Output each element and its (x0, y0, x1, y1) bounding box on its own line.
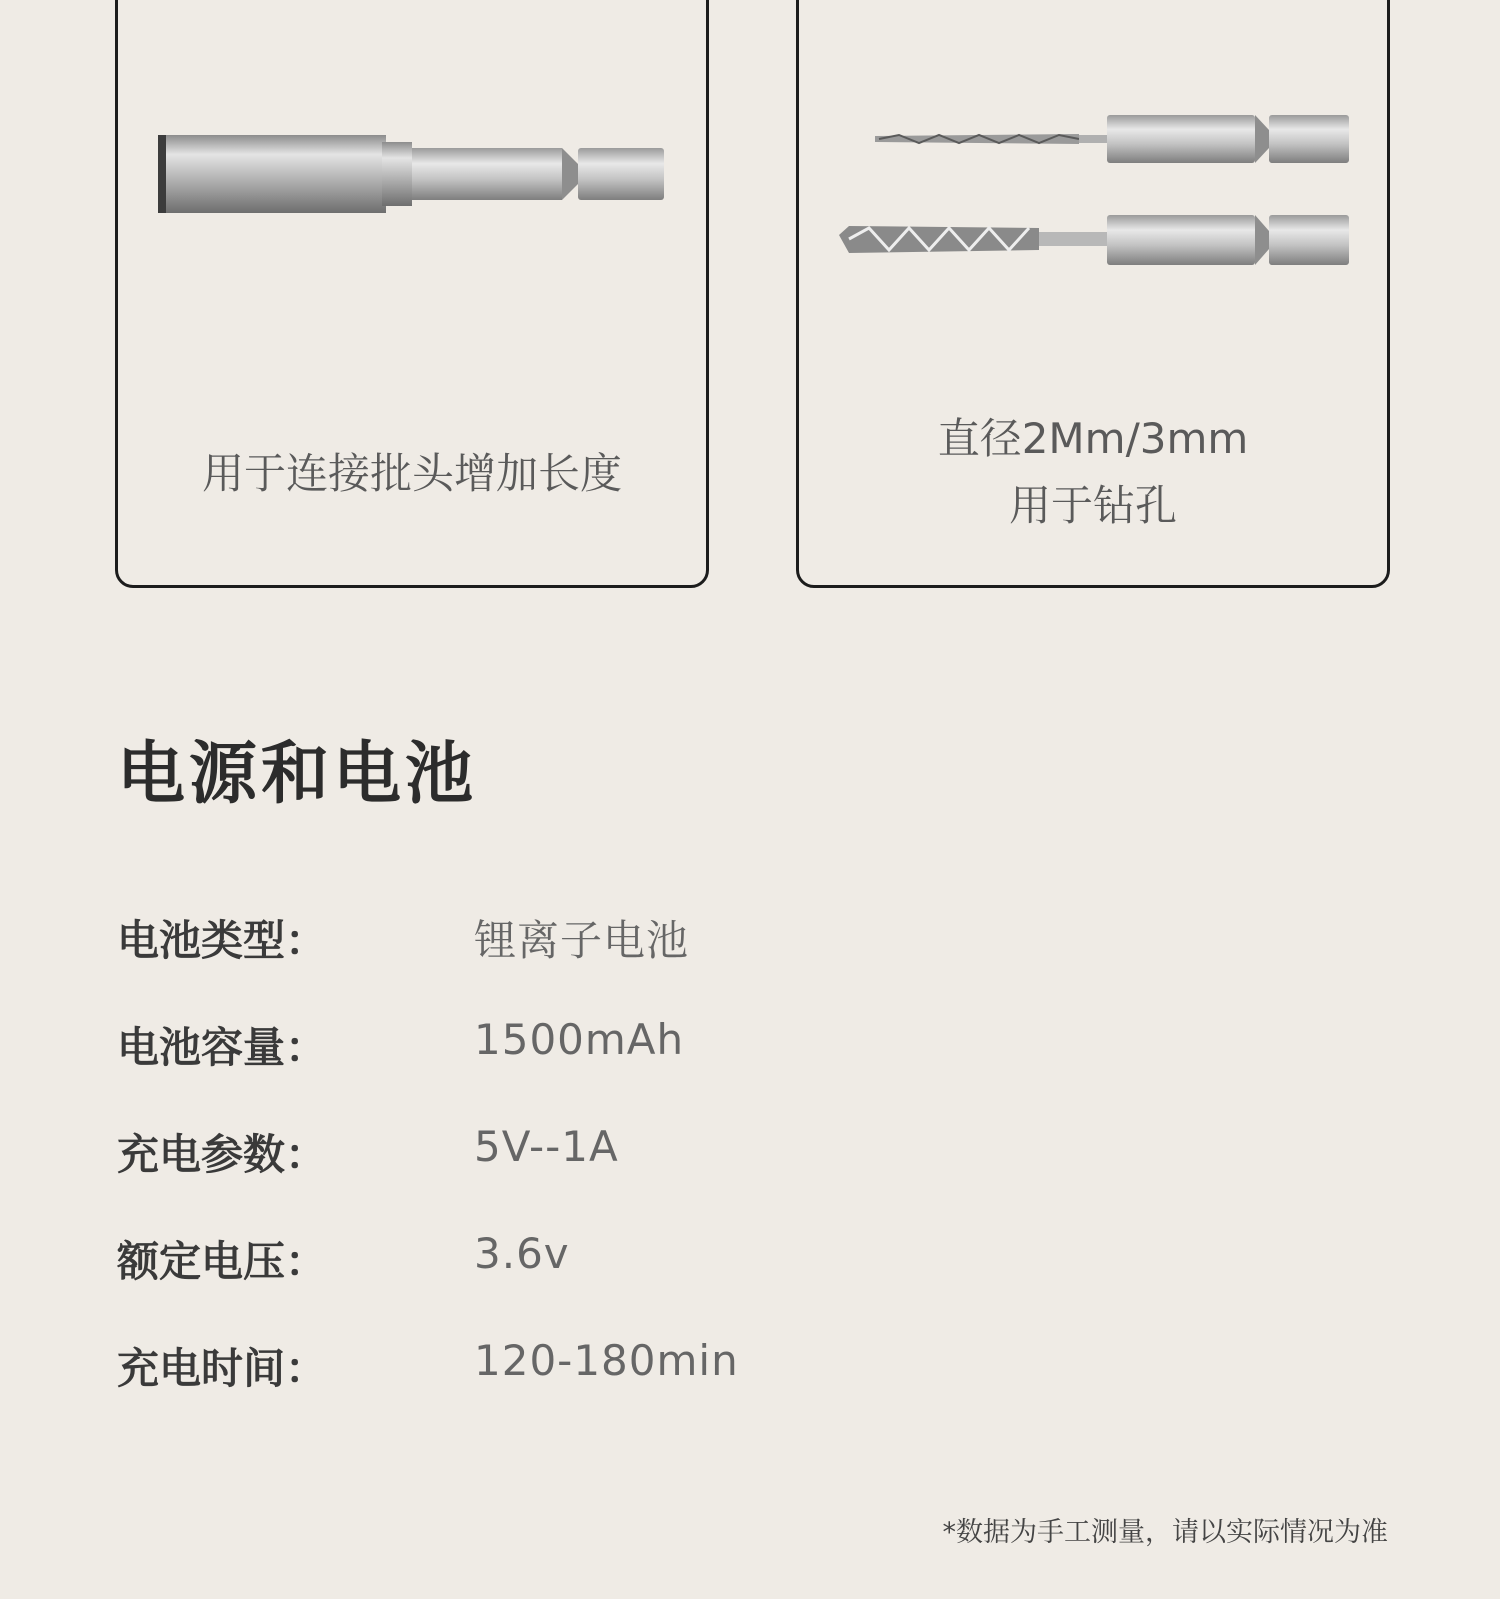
caption-line: 用于钻孔 (1008, 481, 1177, 531)
spec-value: 120-180min (474, 1336, 739, 1385)
caption-line: 用于连接批头增加长度 (201, 449, 622, 498)
spec-value: 5V--1A (474, 1122, 619, 1171)
spec-label: 额定电压： (117, 1237, 328, 1286)
drill-bit-card (796, 0, 1390, 588)
spec-row-charging-time (117, 1336, 739, 1443)
drill-bit-caption (799, 405, 1387, 539)
spec-row-charging-params (117, 1122, 739, 1229)
section-title: 电源和电池 (117, 735, 478, 814)
spec-value: 3.6v (474, 1229, 570, 1278)
spec-label: 电池容量： (117, 1023, 328, 1072)
spec-label: 充电时间： (117, 1344, 328, 1393)
spec-row-rated-voltage (117, 1229, 739, 1336)
caption-line: 直径2Mm/3mm (937, 414, 1249, 463)
footnote: *数据为手工测量，请以实际情况为准 (942, 1517, 1388, 1548)
drill-bits-image (839, 108, 1359, 278)
spec-row-battery-type (117, 908, 739, 1015)
spec-row-battery-capacity (117, 1015, 739, 1122)
extension-bar-card (115, 0, 709, 588)
extension-bar-image (158, 130, 678, 220)
spec-value: 1500mAh (474, 1015, 685, 1064)
spec-value: 锂离子电池 (474, 916, 690, 965)
spec-label: 电池类型： (117, 916, 328, 965)
extension-bar-caption (118, 440, 706, 507)
spec-label: 充电参数： (117, 1130, 328, 1179)
spec-list (117, 908, 739, 1443)
